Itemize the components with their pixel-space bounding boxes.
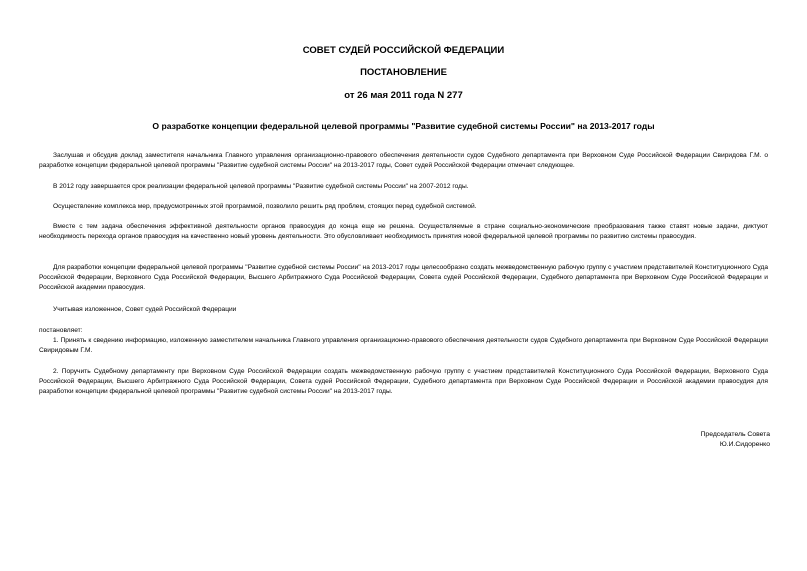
item-1: 1. Принять к сведению информацию, изложенную заместителем начальника Главного управления организационно-правового обеспечения деятельности судов Судебного департамента при Верховном Суде Российской Федерации Свиридовым Г.М.	[39, 337, 768, 354]
document-title: О разработке концепции федеральной целевой программы "Развитие судебной системы России" на 2013-2017 годы	[152, 121, 655, 131]
paragraph-6: Учитывая изложенное, Совет судей Российской Федерации	[53, 306, 237, 313]
paragraph-5: Для разработки концепции федеральной целевой программы "Развитие судебной системы России" на 2013-2017 годы целесообразно создать межведомственную рабочую группу с участием представителей Конституционного Суда Российской Федерации, Верховного Суда Российской Федерации, Высшего Арбитражного Суда Российской Федерации, Совета судей Российской Федерации, Судебного департамента при Верховном Суде Российской Федерации и Российской академии правосудия.	[39, 264, 768, 291]
signature-name: Ю.И.Сидоренко	[719, 441, 770, 448]
item-2: 2. Поручить Судебному департаменту при Верховном Суде Российской Федерации создать межведомственную рабочую группу с участием представителей Конституционного Суда Российской Федерации, Верховного Суда Российской Федерации, Высшего Арбитражного Суда Российской Федерации, Совета судей Российской Федерации, Судебного департамента при Верховном Суде Российской Федерации и Российской академии правосудия для разработки концепции федеральной целевой программы "Развитие судебной системы России" на 2013-2017 годы.	[39, 368, 768, 395]
paragraph-4: Вместе с тем задача обеспечения эффективной деятельности органов правосудия до конца еще не решена. Осуществляемые в стране социально-экономические преобразования также ставят новые задачи, диктуют необходимость перехода органов правосудия на качественно новый уровень деятельности. Это обусловливает необходимость принятия новой федеральной целевой программы по развитию системы правосудия.	[39, 223, 768, 240]
resolves-label: постановляет:	[39, 327, 83, 334]
paragraph-2: В 2012 году завершается срок реализации федеральной целевой программы "Развитие судебной системы России" на 2007-2012 годы.	[53, 183, 469, 190]
document-type-heading: ПОСТАНОВЛЕНИЕ	[360, 67, 447, 78]
paragraph-3: Осуществление комплекса мер, предусмотренных этой программой, позволило решить ряд проблем, стоящих перед судебной системой.	[53, 203, 477, 210]
organization-heading: СОВЕТ СУДЕЙ РОССИЙСКОЙ ФЕДЕРАЦИИ	[302, 45, 505, 56]
document-date-number: от 26 мая 2011 года N 277	[344, 90, 463, 101]
signature-position: Председатель Совета	[700, 431, 770, 438]
paragraph-1: Заслушав и обсудив доклад заместителя начальника Главного управления организационно-правового обеспечения деятельности судов Судебного департамента при Верховном Суде Российской Федерации Свиридова Г.М. о разработке концепции федеральной целевой программы "Развитие судебной системы России" на 2013-2017 годы, Совет судей Российской Федерации отмечает следующее.	[39, 152, 768, 169]
